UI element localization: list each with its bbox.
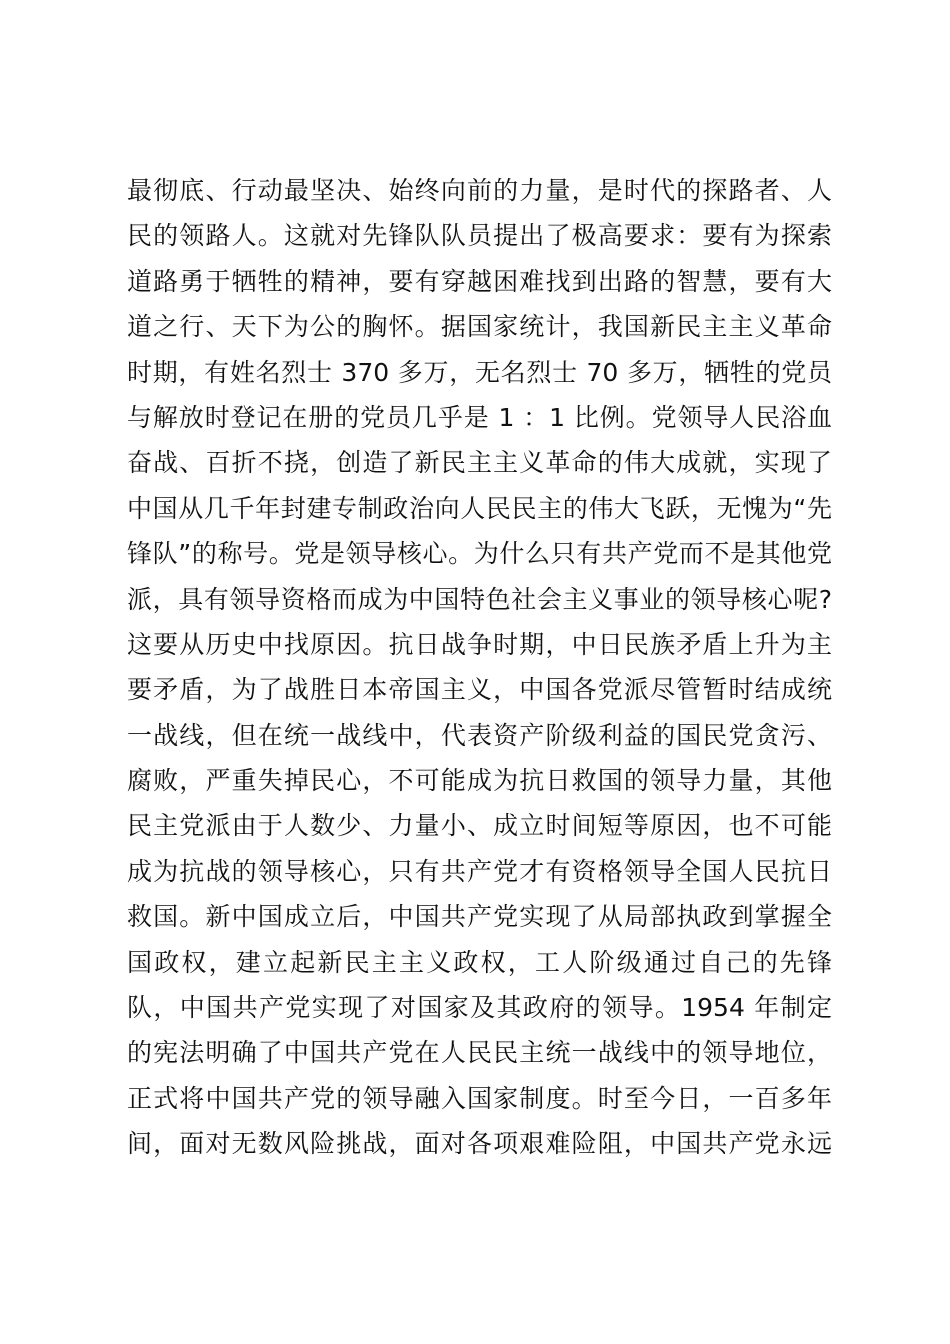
text-line: 正式将中国共产党的领导融入国家制度。时至今日，一百多年	[127, 1083, 832, 1113]
text-line: 成为抗战的领导核心，只有共产党才有资格领导全国人民抗日	[127, 856, 832, 886]
body-paragraph	[127, 168, 832, 1167]
text-line: 腐败，严重失掉民心，不可能成为抗日救国的领导力量，其他	[127, 766, 832, 796]
text-line: 最彻底、行动最坚决、始终向前的力量，是时代的探路者、人	[127, 176, 832, 205]
text-line: 中国从几千年封建专制政治向人民民主的伟大飞跃，无愧为“先	[127, 493, 832, 523]
text-line: 救国。新中国成立后，中国共产党实现了从局部执政到掌握全	[127, 902, 832, 932]
text-line: 派，具有领导资格而成为中国特色社会主义事业的领导核心呢?	[127, 584, 832, 614]
text-line: 要矛盾，为了战胜日本帝国主义，中国各党派尽管暂时结成统	[127, 675, 832, 705]
text-line: 队，中国共产党实现了对国家及其政府的领导。1954 年制定	[127, 993, 832, 1023]
text-line: 民主党派由于人数少、力量小、成立时间短等原因，也不可能	[127, 811, 832, 841]
text-line: 奋战、百折不挠，创造了新民主主义革命的伟大成就，实现了	[127, 448, 832, 478]
text-line: 道路勇于牺牲的精神，要有穿越困难找到出路的智慧，要有大	[127, 266, 832, 296]
text-line: 一战线，但在统一战线中，代表资产阶级利益的国民党贪污、	[127, 720, 832, 750]
text-line: 这要从历史中找原因。抗日战争时期，中日民族矛盾上升为主	[127, 629, 832, 659]
text-line: 与解放时登记在册的党员几乎是 1 ：1 比例。党领导人民浴血	[127, 402, 832, 432]
text-line: 间，面对无数风险挑战，面对各项艰难险阻，中国共产党永远	[127, 1129, 832, 1159]
text-line: 的宪法明确了中国共产党在人民民主统一战线中的领导地位，	[127, 1038, 832, 1068]
text-line: 时期，有姓名烈士 370 多万，无名烈士 70 多万，牺牲的党员	[127, 357, 832, 387]
text-line: 道之行、天下为公的胸怀。据国家统计，我国新民主主义革命	[127, 312, 832, 342]
text-line: 民的领路人。这就对先锋队队员提出了极高要求：要有为探索	[127, 221, 832, 251]
text-line: 国政权，建立起新民主主义政权，工人阶级通过自己的先锋	[127, 947, 832, 977]
text-line: 锋队”的称号。党是领导核心。为什么只有共产党而不是其他党	[127, 539, 832, 569]
